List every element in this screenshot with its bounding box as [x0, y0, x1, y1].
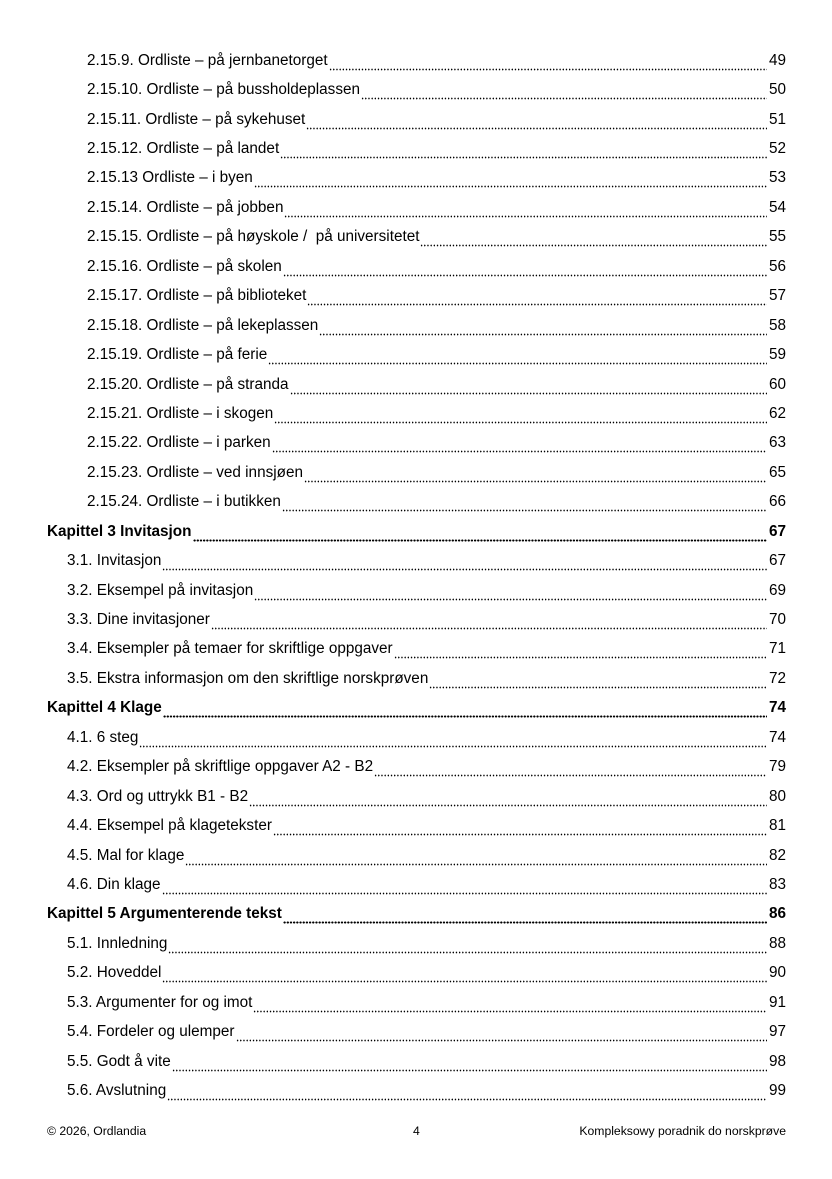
toc-entry-page-number: 74: [768, 728, 786, 746]
toc-dot-leader: [172, 1060, 767, 1072]
toc-entry-title: 3.3. Dine invitasjoner: [67, 611, 210, 629]
toc-dot-leader: [283, 912, 767, 924]
footer-book-title: Kompleksowy poradnik do norskprøve: [579, 1124, 786, 1138]
toc-dot-leader: [283, 265, 767, 277]
toc-entry-title: 2.15.12. Ordliste – på landet: [87, 140, 280, 158]
toc-entry[interactable]: [0, 370, 832, 399]
toc-chapter-entry[interactable]: [0, 900, 832, 929]
toc-entry-title: 5.4. Fordeler og ulemper: [67, 1023, 235, 1041]
toc-entry-title: 2.15.23. Ordliste – ved innsjøen: [87, 463, 303, 481]
toc-entry-page-number: 79: [768, 758, 786, 776]
toc-entry-page-number: 49: [768, 51, 786, 69]
toc-entry-page-number: 67: [768, 552, 786, 570]
toc-dot-leader: [167, 1089, 767, 1101]
toc-entry-page-number: 86: [768, 905, 786, 923]
toc-chapter-entry[interactable]: [0, 517, 832, 546]
toc-dot-leader: [306, 118, 767, 130]
toc-dot-leader: [268, 353, 767, 365]
footer-page-number: 4: [413, 1124, 420, 1138]
toc-dot-leader: [253, 1001, 767, 1013]
toc-entry-page-number: 82: [768, 846, 786, 864]
toc-dot-leader: [249, 795, 767, 807]
page-footer: [47, 1124, 786, 1142]
toc-entry[interactable]: [0, 1047, 832, 1076]
toc-entry-title: 2.15.13 Ordliste – i byen: [87, 169, 253, 187]
toc-entry[interactable]: [0, 458, 832, 487]
toc-entry-page-number: 91: [768, 993, 786, 1011]
toc-entry[interactable]: [0, 223, 832, 252]
toc-entry-title: 2.15.10. Ordliste – på bussholdeplassen: [87, 81, 360, 99]
toc-entry-title: 4.2. Eksempler på skriftlige oppgaver A2 - B2: [67, 758, 374, 776]
toc-entry[interactable]: [0, 252, 832, 281]
toc-entry-title: 2.15.14. Ordliste – på jobben: [87, 198, 284, 216]
toc-entry[interactable]: [0, 105, 832, 134]
toc-entry-page-number: 63: [768, 434, 786, 452]
toc-dot-leader: [162, 883, 767, 895]
toc-dot-leader: [254, 589, 767, 601]
toc-dot-leader: [374, 765, 767, 777]
toc-entry[interactable]: [0, 753, 832, 782]
toc-entry-title: 2.15.18. Ordliste – på lekeplassen: [87, 316, 319, 334]
toc-entry-title: 3.4. Eksempler på temaer for skriftlige oppgaver: [67, 640, 393, 658]
toc-entry[interactable]: [0, 164, 832, 193]
toc-entry-page-number: 88: [768, 934, 786, 952]
toc-entry-page-number: 53: [768, 169, 786, 187]
toc-entry-page-number: 51: [768, 110, 786, 128]
toc-entry[interactable]: [0, 46, 832, 75]
toc-dot-leader: [272, 441, 767, 453]
toc-entry-page-number: 98: [768, 1052, 786, 1070]
toc-dot-leader: [163, 706, 767, 718]
toc-entry[interactable]: [0, 635, 832, 664]
toc-entry-title: 2.15.15. Ordliste – på høyskole / på universitetet: [87, 228, 420, 246]
toc-entry-title: 5.1. Innledning: [67, 934, 168, 952]
toc-entry-page-number: 70: [768, 611, 786, 629]
toc-entry-title: 2.15.16. Ordliste – på skolen: [87, 257, 282, 275]
toc-entry-page-number: 83: [768, 875, 786, 893]
toc-entry-title: Kapittel 4 Klage: [47, 699, 162, 717]
toc-entry-title: 2.15.19. Ordliste – på ferie: [87, 346, 268, 364]
toc-entry-title: Kapittel 5 Argumenterende tekst: [47, 905, 282, 923]
toc-dot-leader: [139, 736, 767, 748]
toc-dot-leader: [284, 206, 767, 218]
toc-entry-page-number: 57: [768, 287, 786, 305]
toc-entry-title: 3.5. Ekstra informasjon om den skriftlige norskprøven: [67, 669, 429, 687]
toc-dot-leader: [274, 412, 767, 424]
toc-entry[interactable]: [0, 929, 832, 958]
toc-entry[interactable]: [0, 988, 832, 1017]
toc-dot-leader: [168, 942, 767, 954]
toc-entry-title: 2.15.21. Ordliste – i skogen: [87, 404, 274, 422]
toc-entry-page-number: 52: [768, 140, 786, 158]
toc-entry[interactable]: [0, 546, 832, 575]
toc-entry[interactable]: [0, 340, 832, 369]
toc-entry[interactable]: [0, 399, 832, 428]
toc-dot-leader: [273, 824, 767, 836]
toc-dot-leader: [162, 559, 767, 571]
toc-entry-title: 4.1. 6 steg: [67, 728, 139, 746]
toc-dot-leader: [236, 1030, 767, 1042]
toc-entry-title: 2.15.11. Ordliste – på sykehuset: [87, 110, 306, 128]
toc-entry-title: 2.15.22. Ordliste – i parken: [87, 434, 271, 452]
toc-entry-page-number: 81: [768, 817, 786, 835]
toc-entry-title: 5.5. Godt å vite: [67, 1052, 171, 1070]
toc-entry[interactable]: [0, 488, 832, 517]
toc-dot-leader: [282, 500, 767, 512]
toc-entry-page-number: 80: [768, 787, 786, 805]
toc-entry-page-number: 55: [768, 228, 786, 246]
toc-dot-leader: [319, 324, 767, 336]
toc-entry-page-number: 71: [768, 640, 786, 658]
toc-dot-leader: [429, 677, 767, 689]
toc-entry[interactable]: [0, 75, 832, 104]
toc-entry-page-number: 58: [768, 316, 786, 334]
toc-dot-leader: [304, 471, 767, 483]
toc-entry-title: 4.4. Eksempel på klagetekster: [67, 817, 272, 835]
toc-entry-page-number: 69: [768, 581, 786, 599]
toc-dot-leader: [394, 647, 767, 659]
toc-dot-leader: [307, 294, 767, 306]
toc-entry-page-number: 59: [768, 346, 786, 364]
toc-entry-title: 3.2. Eksempel på invitasjon: [67, 581, 254, 599]
toc-entry-title: 2.15.20. Ordliste – på stranda: [87, 375, 289, 393]
toc-entry-title: 5.6. Avslutning: [67, 1082, 167, 1100]
toc-entry-page-number: 54: [768, 198, 786, 216]
toc-entry[interactable]: [0, 723, 832, 752]
toc-entry-page-number: 56: [768, 257, 786, 275]
toc-entry-page-number: 67: [768, 522, 786, 540]
toc-dot-leader: [280, 147, 767, 159]
toc-entry[interactable]: [0, 576, 832, 605]
toc-entry-title: 3.1. Invitasjon: [67, 552, 162, 570]
toc-entry[interactable]: [0, 782, 832, 811]
toc-entry-page-number: 72: [768, 669, 786, 687]
toc-entry-page-number: 65: [768, 463, 786, 481]
toc-entry-page-number: 50: [768, 81, 786, 99]
toc-entry[interactable]: [0, 605, 832, 634]
toc-entry-page-number: 62: [768, 404, 786, 422]
toc-entry-page-number: 66: [768, 493, 786, 511]
toc-entry-title: 4.3. Ord og uttrykk B1 - B2: [67, 787, 249, 805]
toc-entry[interactable]: [0, 311, 832, 340]
toc-entry-title: 4.6. Din klage: [67, 875, 161, 893]
footer-copyright: © 2026, Ordlandia: [47, 1124, 147, 1138]
toc-dot-leader: [211, 618, 767, 630]
toc-chapter-entry[interactable]: [0, 694, 832, 723]
toc-dot-leader: [290, 383, 767, 395]
toc-entry[interactable]: [0, 134, 832, 163]
toc-entry[interactable]: [0, 870, 832, 899]
toc-entry-title: 5.3. Argumenter for og imot: [67, 993, 253, 1011]
toc-dot-leader: [162, 971, 767, 983]
toc-dot-leader: [329, 59, 767, 71]
toc-entry-title: 5.2. Hoveddel: [67, 964, 162, 982]
toc-entry-page-number: 90: [768, 964, 786, 982]
toc-entry[interactable]: [0, 811, 832, 840]
toc-entry[interactable]: [0, 193, 832, 222]
toc-dot-leader: [185, 854, 767, 866]
toc-entry-title: 2.15.17. Ordliste – på biblioteket: [87, 287, 307, 305]
toc-entry-title: 2.15.9. Ordliste – på jernbanetorget: [87, 51, 328, 69]
toc-entry[interactable]: [0, 1076, 832, 1105]
toc-entry-page-number: 99: [768, 1082, 786, 1100]
toc-entry[interactable]: [0, 429, 832, 458]
table-of-contents: [0, 46, 832, 1106]
toc-dot-leader: [420, 235, 767, 247]
toc-dot-leader: [254, 176, 767, 188]
toc-entry[interactable]: [0, 841, 832, 870]
toc-entry-title: Kapittel 3 Invitasjon: [47, 522, 192, 540]
toc-entry[interactable]: [0, 664, 832, 693]
toc-entry[interactable]: [0, 282, 832, 311]
toc-entry-page-number: 60: [768, 375, 786, 393]
toc-entry[interactable]: [0, 959, 832, 988]
toc-dot-leader: [193, 530, 768, 542]
toc-entry-page-number: 97: [768, 1023, 786, 1041]
toc-entry-title: 4.5. Mal for klage: [67, 846, 185, 864]
toc-entry-page-number: 74: [768, 699, 786, 717]
toc-dot-leader: [361, 88, 767, 100]
toc-entry-title: 2.15.24. Ordliste – i butikken: [87, 493, 281, 511]
toc-entry[interactable]: [0, 1017, 832, 1046]
